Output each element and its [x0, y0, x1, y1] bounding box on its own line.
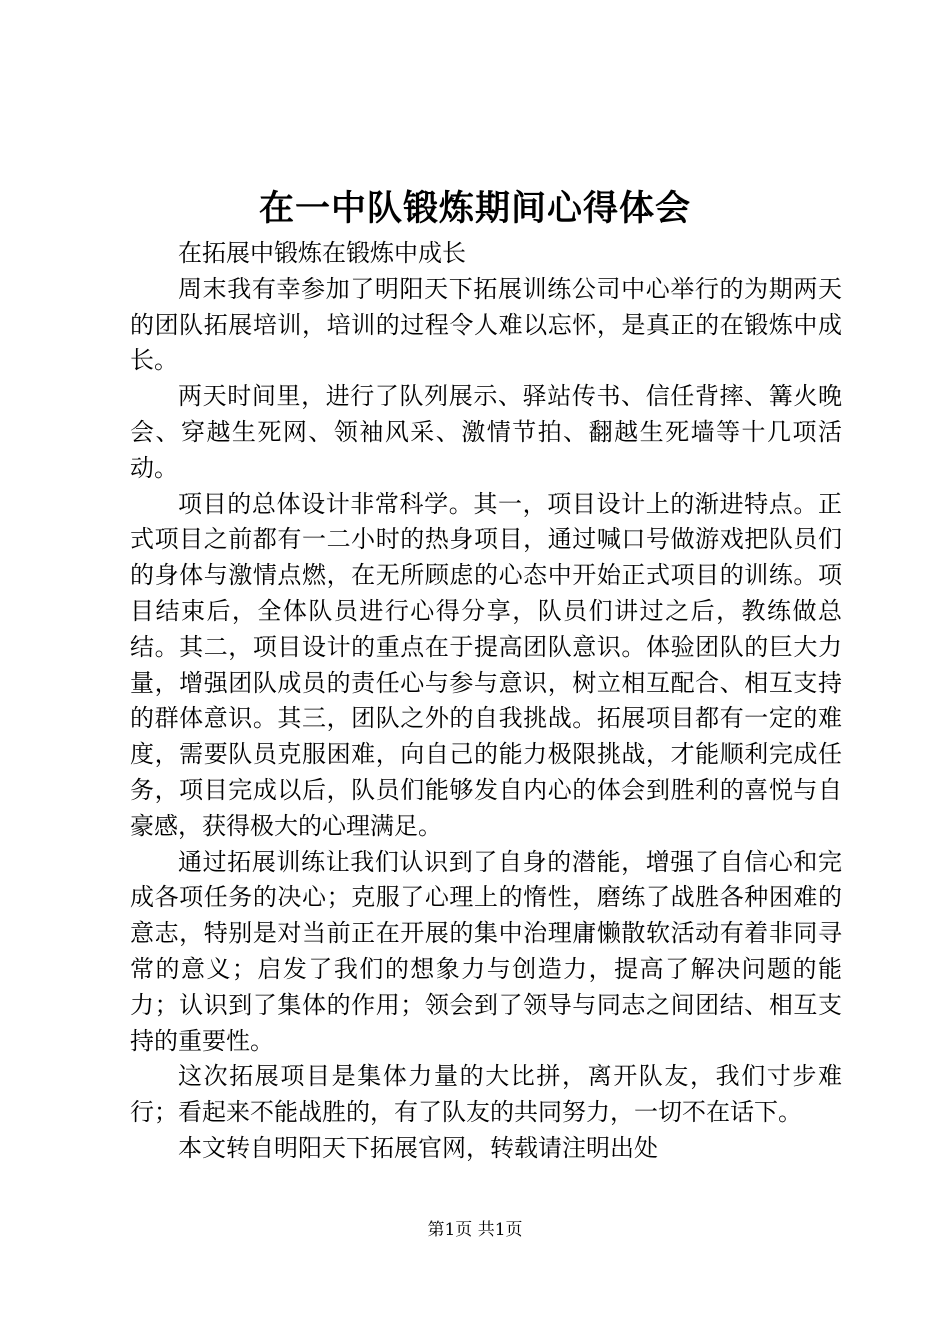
paragraph: 通过拓展训练让我们认识到了自身的潜能，增强了自信心和完成各项任务的决心；克服了心理上的惰性，磨练了战胜各种困难的意志，特别是对当前正在开展的集中治理庸懒散软活动有着非同寻常的意义；启发了我们的想象力与创造力，提高了解决问题的能力；认识到了集体的作用；领会到了领导与同志之间团结、相互支持的重要性。: [130, 847, 842, 1055]
paragraph: 周末我有幸参加了明阳天下拓展训练公司中心举行的为期两天的团队拓展培训，培训的过程令人难以忘怀，是真正的在锻炼中成长。: [130, 274, 842, 375]
page-footer: 第1页 共1页: [427, 1220, 523, 1240]
paragraph-subtitle: 在拓展中锻炼在锻炼中成长: [178, 239, 466, 267]
document-body: [130, 236, 842, 1167]
paragraph: 两天时间里，进行了队列展示、驿站传书、信任背摔、篝火晚会、穿越生死网、领袖风采、激情节拍、翻越生死墙等十几项活动。: [130, 382, 842, 482]
paragraph-source-note: 本文转自明阳天下拓展官网，转载请注明出处: [178, 1133, 658, 1162]
paragraph: 这次拓展项目是集体力量的大比拼，离开队友，我们寸步难行；看起来不能战胜的，有了队友的共同努力，一切不在话下。: [130, 1062, 842, 1127]
document-title: 在一中队锻炼期间心得体会: [258, 188, 691, 229]
paragraph: 项目的总体设计非常科学。其一，项目设计上的渐进特点。正式项目之前都有一二小时的热身项目，通过喊口号做游戏把队员们的身体与激情点燃，在无所顾虑的心态中开始正式项目的训练。项目结束后，全体队员进行心得分享，队员们讲过之后，教练做总结。其二，项目设计的重点在于提高团队意识。体验团队的巨大力量，增强团队成员的责任心与参与意识，树立相互配合、相互支持的群体意识。其三，团队之外的自我挑战。拓展项目都有一定的难度，需要队员克服困难，向自己的能力极限挑战，才能顺利完成任务，项目完成以后，队员们能够发自内心的体会到胜利的喜悦与自豪感，获得极大的心理满足。: [130, 489, 842, 840]
